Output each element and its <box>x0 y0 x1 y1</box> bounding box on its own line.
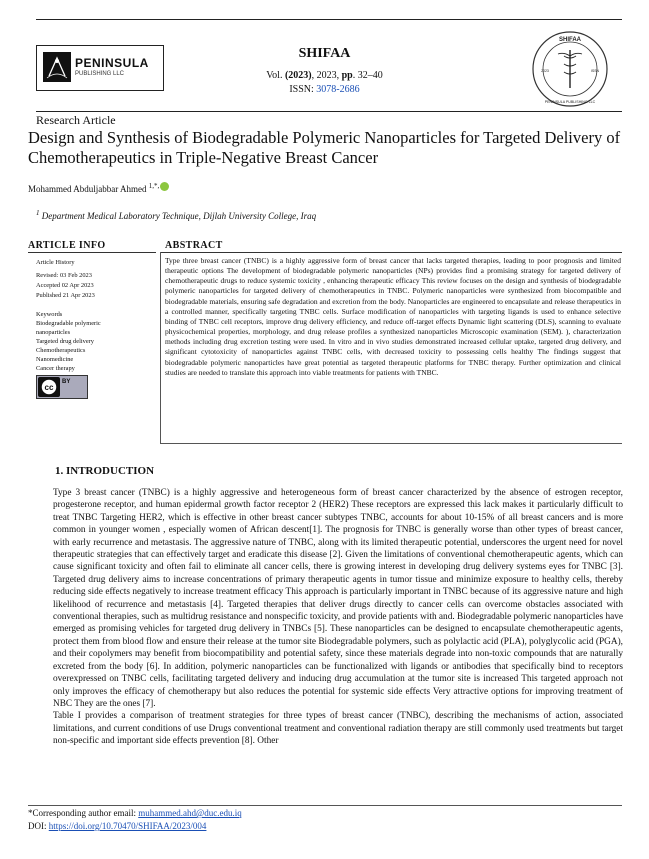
seal-bottom-text: PENINSULA PUBLISHING LLC <box>544 100 596 104</box>
keyword: Biodegradable polymeric <box>36 320 101 327</box>
issn-label: ISSN: <box>289 84 314 95</box>
seal-issn: ISSN <box>590 69 600 73</box>
keywords-label: Keywords <box>36 311 63 318</box>
author-line <box>28 182 169 194</box>
doi-line <box>28 821 206 831</box>
keyword: Cancer therapy <box>36 365 75 372</box>
journal-name: SHIFAA <box>298 46 351 61</box>
corresponding-email-link[interactable]: muhammed.ahd@duc.edu.iq <box>138 808 242 818</box>
abstract-text: Type three breast cancer (TNBC) is a highly aggressive form of breast cancer that lacks targeted therapies, leading to poor prognosis and limited therapeutic options The development of biodegradable polymeric nanoparticles (NPs) provides find a promising strategy for targeted delivery of chemotherapeutic drugs to reduce systemic toxicity , enhancing therapeutic efficacy This review focuses on the design and synthesis of biodegradable polymeric nanoparticles for targeted delivery of chemotherapeutics in TNBC. Polymeric nanoparticles were synthesized from biocompatible and biodegradable materials, ensuring safe degradation and excretion from the body. Nanoparticles are engineered to encapsulate and release therapeutics in a controlled manner, specifically targeting TNBC cells. Surface modification of nanoparticles with targeting ligands is used to enhance selective binding of TNBC cell receptors, improve drug delivery efficiency, and reduce off-target effects Dynamic light scattering (DLS), scanning to evaluate physicochemical properties, morphology, and drug release profiles a synthesized nanoparticles Microscopic examination (SEM). ), characterization methods including drug excretion testing were used. In vitro and in vivo studies demonstrated increased cellular uptake, targeted drug delivery, and significant cytotoxicity of nanoparticles against TNBC cells, with decreased toxicity to possessing cells healthy The findings suggest that biodegradable polymeric nanoparticles have great potential as targeted therapeutic platforms for TNBC therapy. Further optimization and clinical studies are needed to translate this approach into viable treatments for patients with TNBC. <box>165 256 621 377</box>
journal-seal-icon <box>531 30 609 108</box>
abstract-left-rule <box>160 252 161 443</box>
seal-year: 2023 <box>541 69 549 73</box>
abstract-top-rule <box>160 252 622 253</box>
introduction-paragraph: Table I provides a comparison of treatment strategies for three types of breast cancer (TNBC), describing the mechanisms of action, associated limitations, and current conditions of use Drugs conventional treatment and conventional radiation therapy are still commonly used treatments but target non-specific and important side effects prevention [8]. Other <box>53 711 623 747</box>
introduction-paragraph: Type 3 breast cancer (TNBC) is a highly aggressive and heterogeneous form of breast cancer characterized by the absence of estrogen receptor, progesterone receptor, and human epidermal growth factor receptor 2 (HER2) These receptors are expressed this lack makes it particularly difficult to treat TNBC Targeting HER2, which is effective in other breast cancer subtypes TNBC, accounts for about 10-15% of all breast cancers and is more common in younger women , especially women of African descent[1]. The prognosis for TNBC is generally worse than other types of breast cancer, with early recurrence and metastasis. The aggressive nature of TNBC, along with its limited therapeutic potential, underscores the urgent need for novel therapeutic strategies that can effectively target and eradicate this disease [2]. Given the limitations of conventional chemotherapeutic agents, which can cause significant toxicity and often fail to eliminate all cancer cells, there is growing interest in developing drug delivery systems eyes for TNBC [3]. Targeted drug delivery aims to increase concentrations of primary therapeutic agents in tumor tissue and minimize exposure to healthy cells, thereby reducing side effects negatively to increase treatment efficacy This approach is particularly important in TNBC because of its aggressive nature and high likelihood of recurrence and metastasis [4]. Targeted therapies that deliver drugs directly to cancer cells can overcome obstacles associated with conventional therapies, such as multidrug resistance and nonspecific toxicity, and provide patients with and. Biodegradable polymeric nanoparticles have emerged as promising vehicles for targeted drug delivery in TNBCs [5]. These nanoparticles can be designed to encapsulate chemotherapeutic agents, protect them from blood flow and ensure their release at the tumor site Biodegradable polymers, such as polylactic acid (PLA), polyglycolic acid (PGA), and their copolymers may benefit from biocompatibility and potential safety, since these materials degrade into non-toxic compounds that are naturally excreted from the body [6]. In addition, polymeric nanoparticles can be functionalized with ligands or antibodies that specifically bind to receptors overexpressed on TNBC cells, facilitating targeted delivery and inducing drug accumulation at the tumor site is increased This targeted approach not only improves the efficacy of chemotherapy but also reduces the potential for systemic side effects Very attractive options for improving treatment of NBC They are the ones [7]. <box>53 488 623 709</box>
pages-label: pp <box>341 70 353 81</box>
publisher-logo-subtitle: PUBLISHING LLC <box>75 71 125 77</box>
abstract-heading: ABSTRACT <box>165 240 223 251</box>
doi-label: DOI: <box>28 821 47 831</box>
header-top-rule <box>36 19 622 20</box>
article-info-heading: ARTICLE INFO <box>28 240 106 251</box>
keyword: nanoparticles <box>36 329 71 336</box>
publisher-logo-name: PENINSULA <box>75 56 149 70</box>
author-superscript: 1,*, <box>148 182 160 190</box>
volume-prefix: Vol. <box>266 70 283 81</box>
keyword: Nanomedicine <box>36 356 74 363</box>
doi-link[interactable]: https://doi.org/10.70470/SHIFAA/2023/004 <box>48 821 207 831</box>
keyword: Targeted drug delivery <box>36 338 94 345</box>
affiliation <box>36 209 316 221</box>
cc-license-badge[interactable] <box>36 375 88 399</box>
article-info-rule <box>28 252 156 253</box>
article-title: Design and Synthesis of Biodegradable Polymeric Nanoparticles for Targeted Delivery of Chemotherapeutics in Triple-Negative Breast Cancer <box>28 128 621 167</box>
revised-date: Revised: 03 Feb 2023 <box>36 272 92 279</box>
affiliation-superscript: 1 <box>36 209 40 217</box>
footnote-rule <box>28 805 622 806</box>
article-type: Research Article <box>36 113 116 127</box>
article-history-label: Article History <box>36 259 75 266</box>
section-heading-introduction: 1. INTRODUCTION <box>55 465 155 477</box>
svg-text:cc: cc <box>44 383 54 392</box>
accepted-date: Accepted 02 Apr 2023 <box>36 282 94 289</box>
corresponding-author <box>28 808 242 818</box>
affiliation-text: Department Medical Laboratory Technique, Dijlah University College, Iraq <box>41 211 317 221</box>
author-name: Mohammed Abduljabbar Ahmed <box>28 184 147 194</box>
cc-icon <box>38 377 60 397</box>
volume-year: (2023) <box>284 70 312 81</box>
corresponding-label: *Corresponding author email: <box>28 808 136 818</box>
volume-mid: , 2023, <box>311 70 342 81</box>
orcid-icon[interactable] <box>160 182 169 191</box>
introduction-body <box>53 487 623 748</box>
issn-link[interactable]: 3078-2686 <box>316 84 360 95</box>
pages-value: . 32–40 <box>352 70 383 81</box>
abstract-bottom-rule <box>160 443 622 444</box>
cc-by-label: BY <box>62 379 71 385</box>
published-date: Published 21 Apr 2023 <box>36 292 95 299</box>
seal-top-text: SHIFAA <box>558 37 582 43</box>
header-bottom-rule <box>36 111 622 112</box>
keyword: Chemotherapeutics <box>36 347 86 354</box>
